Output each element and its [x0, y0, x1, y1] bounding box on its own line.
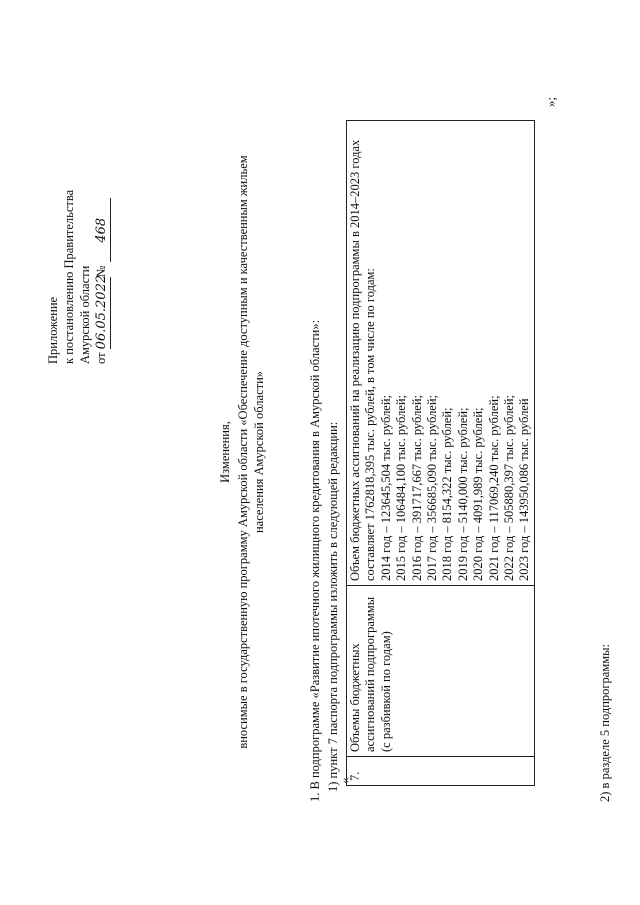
year-line: 2021 год – 117069,240 тыс. рублей;: [486, 395, 501, 581]
item-1-subitem-1: 1) пункт 7 паспорта подпрограммы изложить в следующей редакции:: [326, 421, 340, 792]
year-line: 2015 год – 106484,100 тыс. рублей;: [394, 394, 409, 581]
document-title-line2: населения Амурской области»: [252, 370, 266, 534]
year-line: 2014 год – 123645,504 тыс. рублей;: [378, 394, 393, 581]
appendix-resolution-line: к постановлению Правительства: [62, 189, 76, 364]
handwritten-date: 06.05.2022: [94, 274, 109, 350]
table-row: [347, 121, 535, 786]
year-line: 2023 год – 143950,086 тыс. рублей: [517, 398, 532, 581]
year-line: 2018 год – 8154,322 тыс. рублей;: [440, 407, 455, 581]
document-title-line1: вносимые в государственную программу Амурской области «Обеспечение доступным и качественным жильем: [236, 155, 250, 749]
appendix-date-number-line: [93, 190, 109, 364]
appendix-block: [45, 190, 109, 364]
passport-table: [346, 120, 535, 786]
year-line: 2017 год – 356685,090 тыс. рублей;: [425, 394, 440, 581]
appendix-label: Приложение: [46, 296, 60, 364]
row-value-cell: [347, 121, 535, 586]
number-label: №: [94, 265, 108, 278]
year-line: 2022 год – 505880,397 тыс. рублей;: [502, 394, 517, 581]
closing-quote: »;: [543, 96, 558, 107]
opening-quote: «: [337, 777, 352, 784]
date-prefix: от: [94, 352, 108, 364]
rotated-document-content: [15, 12, 625, 892]
budget-summary: Объем бюджетных ассигнований на реализацию подпрограммы в 2014–2023 годах составляет 1762818,395 тыс. рублей, в том числе по годам:: [348, 139, 378, 581]
appendix-region-line: Амурской области: [78, 265, 92, 364]
item-1: 1. В подпрограмме «Развитие ипотечного жилищного кредитования в Амурской области»:: [308, 319, 322, 802]
year-line: 2019 год – 5140,000 тыс. рублей;: [455, 407, 470, 581]
year-line: 2016 год – 391717,667 тыс. рублей;: [409, 394, 424, 581]
row-name-cell: Объемы бюджетных ассигнований подпрограммы (с разбивкой по годам): [347, 586, 535, 757]
handwritten-number: 468: [94, 198, 111, 262]
item-1-subitem-2: 2) в разделе 5 подпрограммы:: [598, 643, 612, 802]
document-heading: Изменения,: [218, 421, 232, 483]
year-line: 2020 год – 4091,989 тыс. рублей;: [471, 407, 486, 581]
row-number-cell: 7.: [347, 757, 535, 786]
